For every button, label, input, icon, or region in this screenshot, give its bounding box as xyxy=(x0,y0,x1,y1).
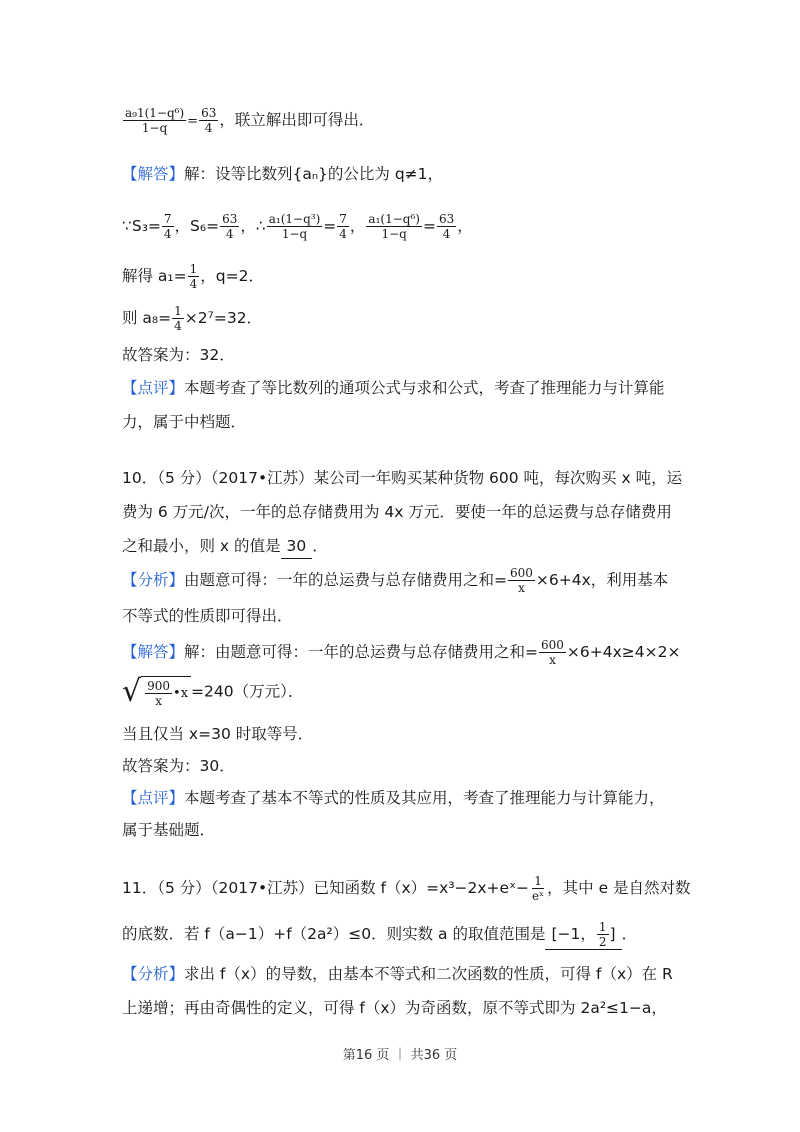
question-11-line-2: 的底数．若 f（a−1）+f（2a²）≤0．则实数 a 的取值范围是 [−1， $\frac{1}{2}$ ] ． xyxy=(122,920,638,949)
sqrt-expression: √ $\frac{900}{x}$ •x xyxy=(122,676,191,708)
question-11-line-1: 11．（5 分）（2017•江苏）已知函数 f（x）=x³−2x+eˣ− $\frac{1}{\text{eˣ}}$ ，其中 e 是自然对数 xyxy=(122,874,691,903)
analysis-tag: 【分析】 xyxy=(122,965,185,983)
comment-line-2: 力，属于中档题． xyxy=(122,413,247,431)
answer-blank: [−1， $\frac{1}{2}$ ] xyxy=(545,920,621,950)
fraction: $\frac{63}{4}$ xyxy=(201,106,217,135)
analysis-tag: 【分析】 xyxy=(122,571,185,589)
analysis-line: 【分析】求出 f（x）的导数，由基本不等式和二次函数的性质，可得 f（x）在 R xyxy=(122,965,673,983)
result-line: 则 a₈= $\frac{1}{4}$ ×2⁷=32． xyxy=(122,304,263,333)
analysis-line: 【分析】由题意可得：一年的总运费与总存储费用之和= $\frac{600}{x}$ ×6+4x，利用基本 xyxy=(122,566,669,595)
sqrt-line: √ $\frac{900}{x}$ •x =240（万元）． xyxy=(122,674,304,709)
answer-tag: 【解答】 xyxy=(122,165,185,183)
comment-line-2: 属于基础题． xyxy=(122,821,216,839)
answer-line: 【解答】解：由题意可得：一年的总运费与总存储费用之和= $\frac{600}{x}$ ×6+4x≥4×2× xyxy=(122,638,681,667)
answer-tag: 【解答】 xyxy=(122,643,185,661)
answer-text: 故答案为：32． xyxy=(122,346,235,364)
analysis-line-2: 不等式的性质即可得出． xyxy=(122,607,293,625)
formula-line: $\frac{\text{a₉1(1−q⁶)}}{1-q}$ = $\frac{63}{4}$ ，联立解出即可得出． xyxy=(125,106,375,135)
equality-line: 当且仅当 x=30 时取等号． xyxy=(122,725,314,743)
page-footer: 第16 页 ｜ 共36 页 xyxy=(342,1048,458,1063)
formula-line: ∵S₃= $\frac{7}{4}$ ，S₆= $\frac{63}{4}$ ，∴ $\frac{\text{a₁(1−q³)}}{1-q}$ = $\frac{7}{4}$ ， $\frac{\text{a₁(1−q⁶)}}{1-q}$ = $\frac{63}{4}$ ， xyxy=(122,212,473,241)
answer-text: 故答案为：30． xyxy=(122,757,235,775)
question-10-line-1: 10．（5 分）（2017•江苏）某公司一年购买某种货物 600 吨，每次购买 x 吨，运 xyxy=(122,469,683,487)
comment-tag: 【点评】 xyxy=(122,789,185,807)
solve-line: 解得 a₁= $\frac{1}{4}$ ，q=2． xyxy=(122,262,264,291)
comment-line: 【点评】本题考查了基本不等式的性质及其应用，考查了推理能力与计算能力， xyxy=(122,789,665,807)
fraction: $\frac{\text{a₉1(1−q⁶)}}{1-q}$ xyxy=(125,106,185,135)
analysis-line-2: 上递增；再由奇偶性的定义，可得 f（x）为奇函数，原不等式即为 2a²≤1−a， xyxy=(122,999,667,1017)
question-10-line-3: 之和最小，则 x 的值是 30 ． xyxy=(122,534,328,559)
question-10-line-2: 费为 6 万元/次，一年的总存储费用为 4x 万元．要使一年的总运费与总存储费用 xyxy=(122,503,672,521)
answer-blank: 30 xyxy=(281,534,313,559)
comment-line: 【点评】本题考查了等比数列的通项公式与求和公式，考查了推理能力与计算能 xyxy=(122,379,665,397)
answer-line: 【解答】解：设等比数列{aₙ}的公比为 q≠1， xyxy=(122,165,444,183)
comment-tag: 【点评】 xyxy=(122,379,185,397)
